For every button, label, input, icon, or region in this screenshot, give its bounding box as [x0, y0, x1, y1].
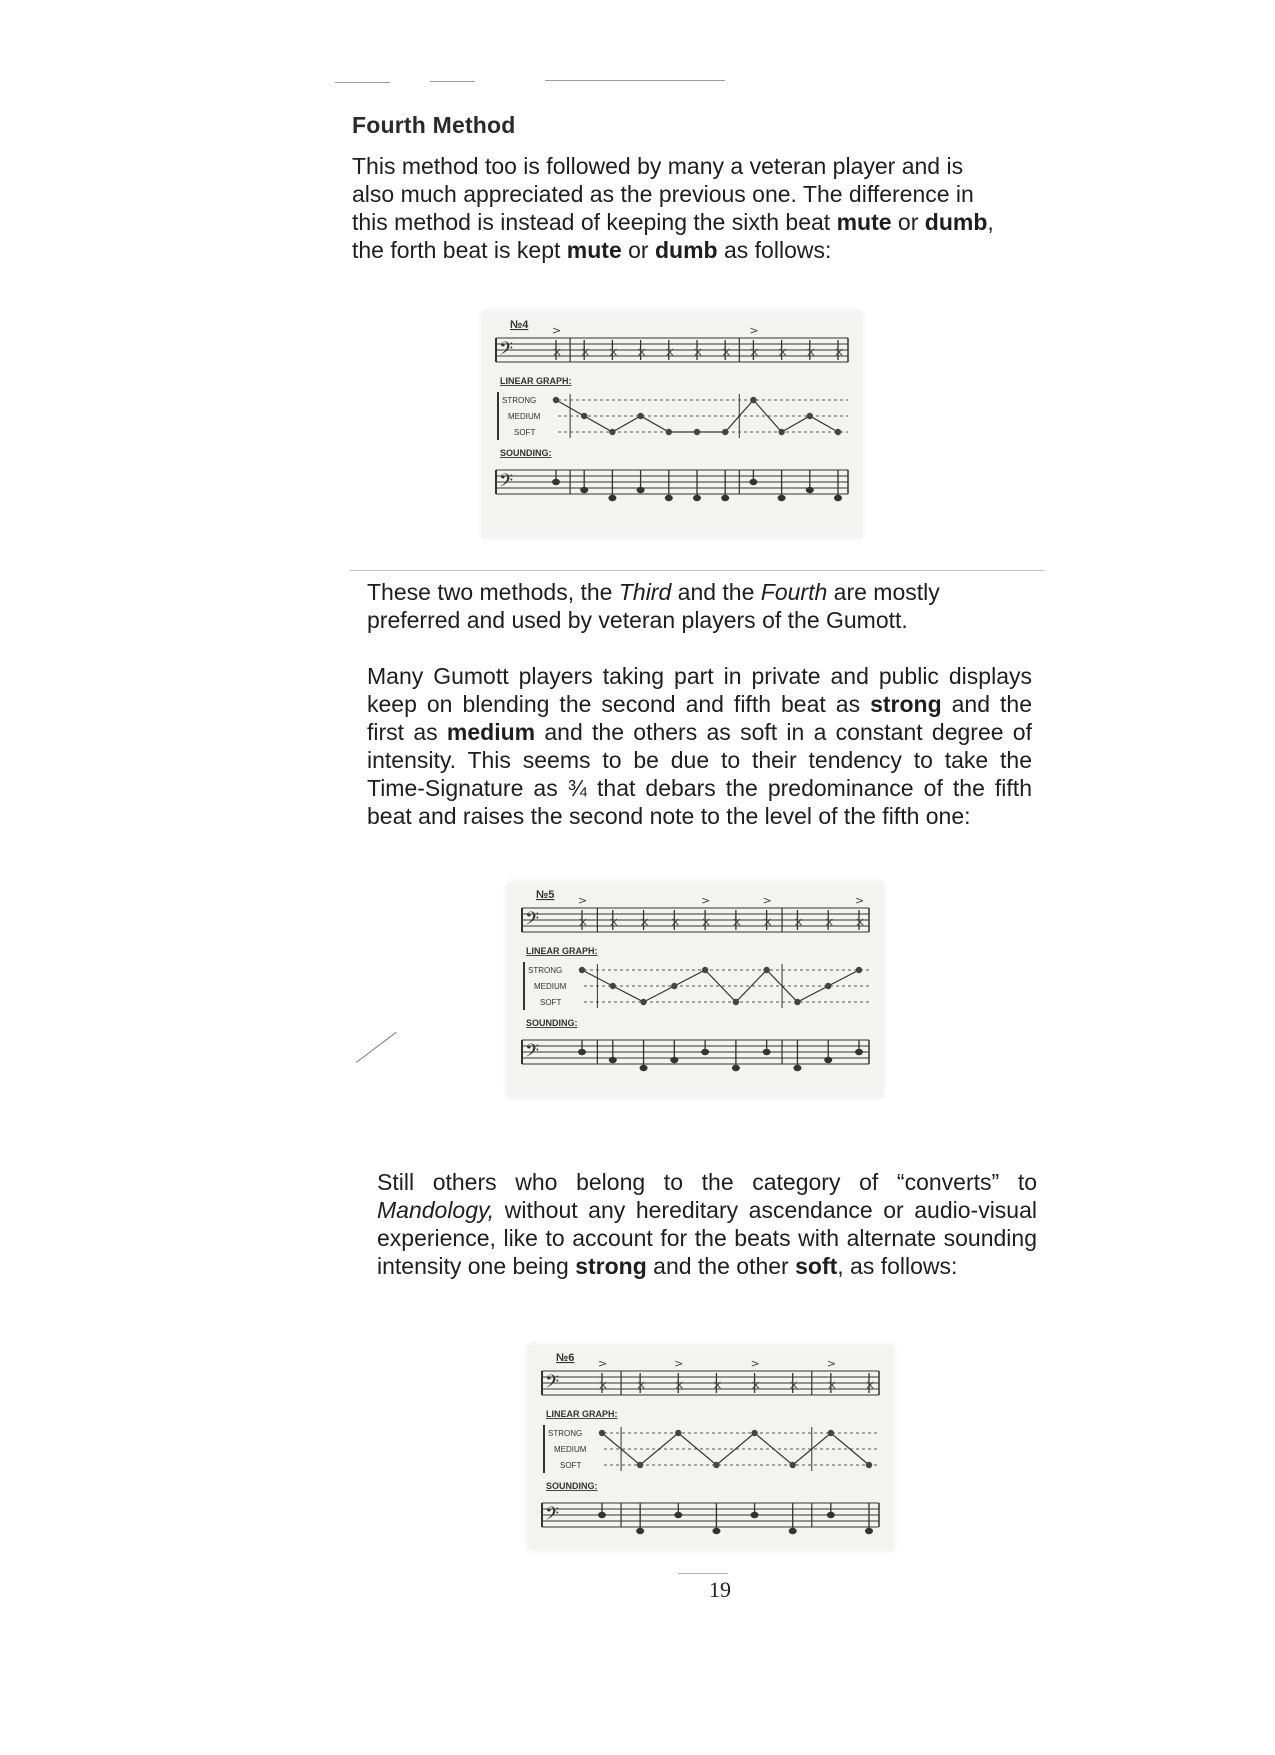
- fig1-bottom-notehead: [701, 1049, 709, 1055]
- fig2-accent-mark: >: [674, 1357, 684, 1370]
- fig1-intensity-line: [582, 970, 859, 1002]
- intro-text-1: This method too is followed by many a veteran player and is also much appreciated as the previous one. The difference in this method is instead of keeping the sixth beat: [352, 153, 974, 235]
- fig0-accent-mark: >: [552, 324, 562, 337]
- fig2-top-note-mark: ×: [788, 1378, 799, 1392]
- fig1-bottom-notehead: [578, 1049, 586, 1055]
- figure-5-graphic: [508, 882, 883, 1097]
- fig1-bottom-notehead: [855, 1049, 863, 1055]
- fig1-bottom-notehead: [732, 1065, 740, 1071]
- fig2-intensity-point: [866, 1462, 872, 1468]
- top-rule-mid: [430, 81, 475, 82]
- fig0-top-note-mark: ×: [636, 345, 647, 359]
- fig2-graph-title: LINEAR GRAPH:: [546, 1409, 618, 1419]
- fig1-bottom-notehead: [670, 1057, 678, 1063]
- fig1-top-note-mark: ×: [793, 915, 804, 929]
- fig1-bottom-bass-clef: 𝄢: [525, 1041, 540, 1066]
- fig2-intensity-point: [751, 1430, 757, 1436]
- intro-text-3: , the forth beat is kept: [352, 209, 994, 263]
- figure-6-graphic: [528, 1345, 893, 1550]
- fig1-top-bass-clef: 𝄢: [525, 909, 540, 934]
- fig0-intensity-point: [835, 429, 841, 435]
- methods-italic-1: Third: [618, 579, 672, 605]
- fig1-top-note-mark: ×: [855, 915, 866, 929]
- methods-text-3: are mostly preferred and used by veteran players of the Gumott.: [367, 579, 940, 633]
- fig2-level-label: STRONG: [548, 1429, 583, 1438]
- methods-italic-2: Fourth: [760, 579, 828, 605]
- fig1-intensity-point: [671, 983, 677, 989]
- fig2-bottom-notehead: [865, 1528, 873, 1534]
- fig2-sounding-label: SOUNDING:: [546, 1481, 598, 1491]
- fig0-bottom-notehead: [834, 495, 842, 501]
- fig0-intensity-point: [553, 397, 559, 403]
- fig2-top-bass-clef: 𝄢: [545, 1372, 560, 1397]
- fig0-intensity-point: [637, 413, 643, 419]
- fig2-intensity-point: [599, 1430, 605, 1436]
- fig0-graph-title: LINEAR GRAPH:: [500, 376, 572, 386]
- blending-text-2: and the first as: [367, 691, 1032, 745]
- fig0-intensity-point: [778, 429, 784, 435]
- fig1-intensity-point: [640, 999, 646, 1005]
- page-number-rule: [678, 1573, 728, 1574]
- fig1-bottom-notehead: [793, 1065, 801, 1071]
- fig1-level-label: MEDIUM: [534, 982, 567, 991]
- fig2-top-note-mark: ×: [865, 1378, 876, 1392]
- fig1-graph-title: LINEAR GRAPH:: [526, 946, 598, 956]
- intro-bold-2: dumb: [924, 209, 988, 235]
- fig1-top-note-mark: ×: [578, 915, 589, 929]
- fig0-bottom-notehead: [749, 479, 757, 485]
- page-number: 19: [709, 1577, 731, 1602]
- converts-bold-1: strong: [575, 1253, 647, 1279]
- fig2-top-note-mark: ×: [636, 1378, 647, 1392]
- notation-figure-6: [528, 1345, 893, 1550]
- intro-bold-1: mute: [836, 209, 892, 235]
- fig2-intensity-point: [713, 1462, 719, 1468]
- notation-figure-4: [482, 312, 862, 537]
- fig2-top-note-mark: ×: [674, 1378, 685, 1392]
- intro-bold-4: dumb: [654, 237, 718, 263]
- fig0-bottom-notehead: [637, 487, 645, 493]
- converts-text-2b: and the other: [646, 1253, 796, 1279]
- top-rule-right: [545, 80, 725, 81]
- fig0-top-note-mark: ×: [580, 345, 591, 359]
- converts-text-2: without any hereditary ascendance or audio-visual experience, like to account for the beats with alternate sounding intensity one being: [377, 1197, 1037, 1279]
- fig0-bottom-notehead: [665, 495, 673, 501]
- fig0-top-note-mark: ×: [777, 345, 788, 359]
- fig0-number: №4: [510, 319, 529, 331]
- methods-text-1: These two methods, the: [367, 579, 619, 605]
- fig0-intensity-point: [581, 413, 587, 419]
- fig2-top-note-mark: ×: [598, 1378, 609, 1392]
- fig1-intensity-point: [579, 967, 585, 973]
- blending-text-1: Many Gumott players taking part in private and public displays keep on blending the second and fifth beat as: [367, 663, 1032, 717]
- fig0-intensity-point: [722, 429, 728, 435]
- fig0-intensity-point: [609, 429, 615, 435]
- fig2-top-note-mark: ×: [826, 1378, 837, 1392]
- fig0-intensity-point: [807, 413, 813, 419]
- fig0-level-label: STRONG: [502, 396, 537, 405]
- fig0-top-note-mark: ×: [749, 345, 760, 359]
- fig1-top-note-mark: ×: [762, 915, 773, 929]
- fig0-bottom-notehead: [693, 495, 701, 501]
- converts-text-3: , as follows:: [837, 1253, 958, 1279]
- fig1-accent-mark: >: [578, 894, 588, 907]
- converts-italic-1: Mandology,: [377, 1197, 495, 1223]
- section-rule: [350, 570, 1045, 571]
- fig1-intensity-point: [856, 967, 862, 973]
- intro-paragraph: [352, 152, 1002, 264]
- notation-figure-5: [508, 882, 883, 1097]
- fig0-bottom-bass-clef: 𝄢: [499, 471, 514, 496]
- fig0-top-note-mark: ×: [608, 345, 619, 359]
- fig0-top-note-mark: ×: [805, 345, 816, 359]
- fig1-top-note-mark: ×: [608, 915, 619, 929]
- fig2-bottom-notehead: [674, 1512, 682, 1518]
- fig0-sounding-label: SOUNDING:: [500, 448, 552, 458]
- fig1-bottom-notehead: [640, 1065, 648, 1071]
- fig1-intensity-point: [763, 967, 769, 973]
- fig2-level-label: SOFT: [560, 1461, 582, 1470]
- fig2-number: №6: [556, 1352, 575, 1364]
- fig1-top-note-mark: ×: [701, 915, 712, 929]
- fig0-bottom-notehead: [721, 495, 729, 501]
- fig1-bottom-notehead: [609, 1057, 617, 1063]
- intro-bold-3: mute: [566, 237, 622, 263]
- fig2-bottom-notehead: [789, 1528, 797, 1534]
- fig0-bottom-notehead: [552, 479, 560, 485]
- fig2-bottom-notehead: [712, 1528, 720, 1534]
- converts-paragraph: [377, 1168, 1037, 1280]
- fig2-top-note-mark: ×: [750, 1378, 761, 1392]
- intro-text-5: as follows:: [717, 237, 832, 263]
- fig0-top-note-mark: ×: [721, 345, 732, 359]
- fig1-accent-mark: >: [762, 894, 772, 907]
- fig2-intensity-point: [790, 1462, 796, 1468]
- fig2-accent-mark: >: [750, 1357, 760, 1370]
- fig1-top-note-mark: ×: [824, 915, 835, 929]
- fig1-top-note-mark: ×: [670, 915, 681, 929]
- fig2-accent-mark: >: [598, 1357, 608, 1370]
- fig0-intensity-point: [694, 429, 700, 435]
- blending-text-3: and the others as soft in a constant degree of intensity. This seems to be due to their tendency to take the Time-Signature as ¾ that debars the predominance of the fifth beat and raises the second note to the level of the fifth one:: [367, 719, 1032, 829]
- fig2-bottom-notehead: [598, 1512, 606, 1518]
- fig0-accent-mark: >: [749, 324, 759, 337]
- intro-text-2: or: [891, 209, 925, 235]
- fig2-bottom-notehead: [827, 1512, 835, 1518]
- fig1-intensity-point: [733, 999, 739, 1005]
- fig0-level-label: MEDIUM: [508, 412, 541, 421]
- fig0-top-note-mark: ×: [552, 345, 563, 359]
- fig0-top-note-mark: ×: [693, 345, 704, 359]
- fig0-top-bass-clef: 𝄢: [499, 339, 514, 364]
- fig0-bottom-notehead: [580, 487, 588, 493]
- fig0-bottom-notehead: [806, 487, 814, 493]
- fig2-bottom-notehead: [636, 1528, 644, 1534]
- methods-text-2: and the: [671, 579, 761, 605]
- fig1-number: №5: [536, 889, 555, 901]
- fig0-bottom-notehead: [778, 495, 786, 501]
- fig2-level-label: MEDIUM: [554, 1445, 587, 1454]
- fig1-level-label: SOFT: [540, 998, 562, 1007]
- fig1-top-note-mark: ×: [639, 915, 650, 929]
- figure-4-graphic: [482, 312, 862, 537]
- fig0-intensity-point: [666, 429, 672, 435]
- fig1-bottom-notehead: [763, 1049, 771, 1055]
- fig2-intensity-point: [675, 1430, 681, 1436]
- blending-paragraph: [367, 662, 1032, 830]
- fig2-bottom-notehead: [751, 1512, 759, 1518]
- blending-bold-1: strong: [870, 691, 942, 717]
- fig1-intensity-point: [794, 999, 800, 1005]
- fig1-bottom-notehead: [824, 1057, 832, 1063]
- intro-text-4: or: [621, 237, 655, 263]
- section-heading: Fourth Method: [352, 112, 516, 138]
- fig0-bottom-notehead: [608, 495, 616, 501]
- fig0-top-note-mark: ×: [664, 345, 675, 359]
- converts-text-1: Still others who belong to the category of “converts” to: [377, 1169, 1037, 1195]
- fig2-intensity-point: [637, 1462, 643, 1468]
- pen-mark: [356, 1032, 397, 1063]
- fig1-intensity-point: [825, 983, 831, 989]
- fig1-intensity-point: [610, 983, 616, 989]
- fig2-intensity-point: [828, 1430, 834, 1436]
- fig0-level-label: SOFT: [514, 428, 536, 437]
- fig1-accent-mark: >: [855, 894, 865, 907]
- converts-bold-2: soft: [795, 1253, 838, 1279]
- fig2-top-note-mark: ×: [712, 1378, 723, 1392]
- fig1-accent-mark: >: [701, 894, 711, 907]
- top-rule-left: [335, 82, 390, 83]
- fig0-top-note-mark: ×: [834, 345, 845, 359]
- fig0-intensity-point: [750, 397, 756, 403]
- fig1-intensity-point: [702, 967, 708, 973]
- blending-bold-2: medium: [446, 719, 536, 745]
- fig1-level-label: STRONG: [528, 966, 563, 975]
- fig1-top-note-mark: ×: [731, 915, 742, 929]
- fig2-bottom-bass-clef: 𝄢: [545, 1504, 560, 1529]
- fig1-sounding-label: SOUNDING:: [526, 1018, 578, 1028]
- methods-paragraph: [367, 578, 1032, 634]
- fig2-accent-mark: >: [826, 1357, 837, 1370]
